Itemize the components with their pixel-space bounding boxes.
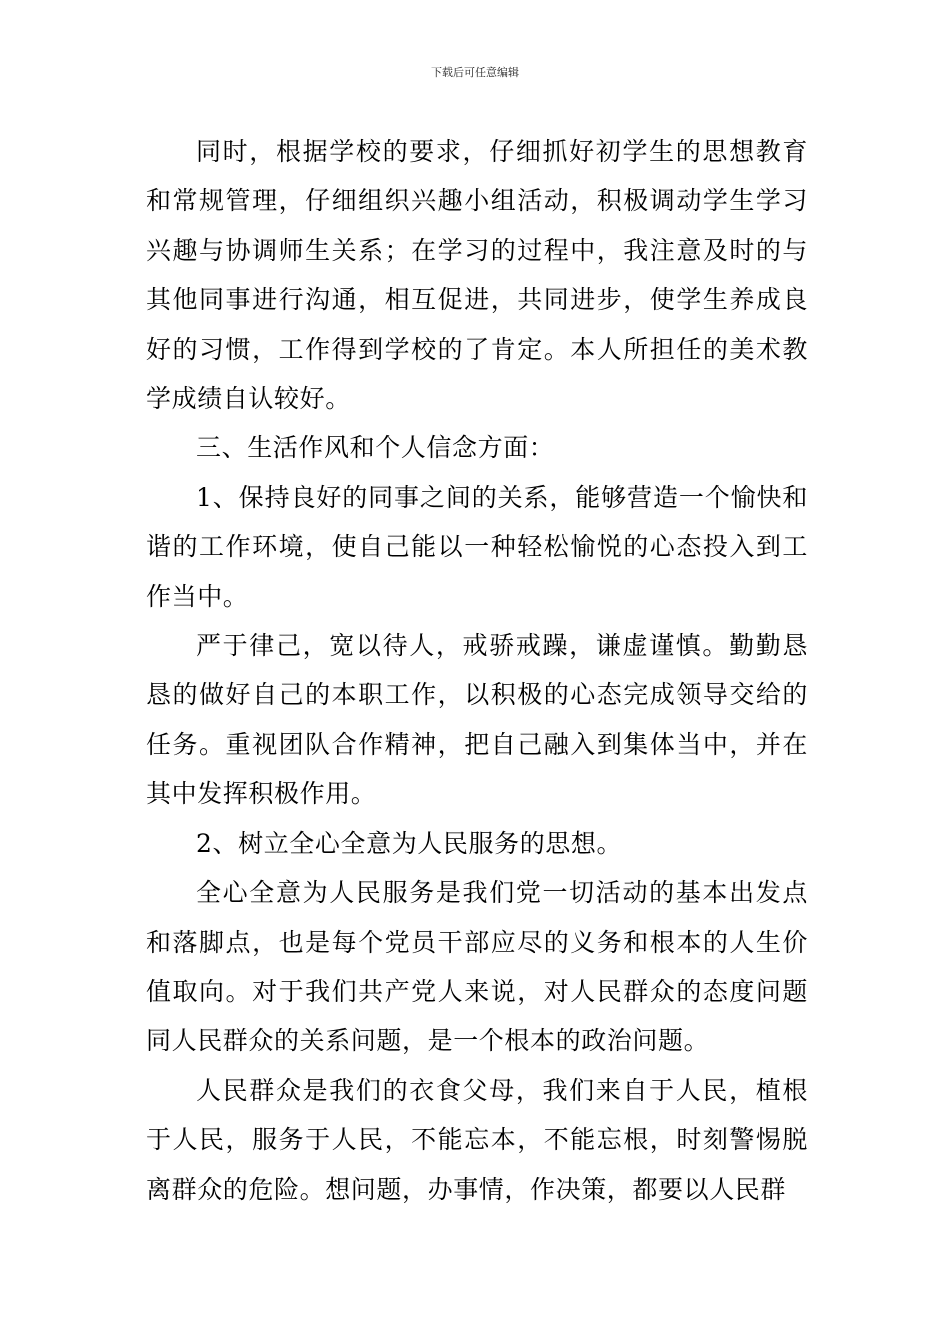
- section-heading-3: 三、生活作风和个人信念方面：: [196, 433, 555, 463]
- document-body: [146, 127, 808, 1214]
- page-header-note: 下载后可任意编辑: [431, 66, 519, 79]
- paragraph-self-discipline: 严于律己，宽以待人，戒骄戒躁，谦虚谨慎。勤勤恳恳的做好自己的本职工作，以积极的心态完成领导交给的任务。重视团队合作精神，把自己融入到集体当中，并在其中发挥积极作用。: [146, 631, 808, 809]
- paragraph-masses: 人民群众是我们的衣食父母，我们来自于人民，植根于人民，服务于人民，不能忘本，不能忘根，时刻警惕脱离群众的危险。想问题，办事情，作决策，都要以人民群: [146, 1075, 808, 1204]
- paragraph-item-1: 1、保持良好的同事之间的关系，能够营造一个愉快和谐的工作环境，使自己能以一种轻松愉悦的心态投入到工作当中。: [146, 482, 808, 611]
- paragraph-serve-people: 全心全意为人民服务是我们党一切活动的基本出发点和落脚点，也是每个党员干部应尽的义务和根本的人生价值取向。对于我们共产党人来说，对人民群众的态度问题同人民群众的关系问题，是一个根本的政治问题。: [146, 878, 808, 1056]
- paragraph-item-2: 2、树立全心全意为人民服务的思想。: [196, 828, 623, 858]
- paragraph-1: 同时，根据学校的要求，仔细抓好初学生的思想教育和常规管理，仔细组织兴趣小组活动，积极调动学生学习兴趣与协调师生关系；在学习的过程中，我注意及时的与其他同事进行沟通，相互促进，共同进步，使学生养成良好的习惯，工作得到学校的了肯定。本人所担任的美术教学成绩自认较好。: [146, 137, 808, 414]
